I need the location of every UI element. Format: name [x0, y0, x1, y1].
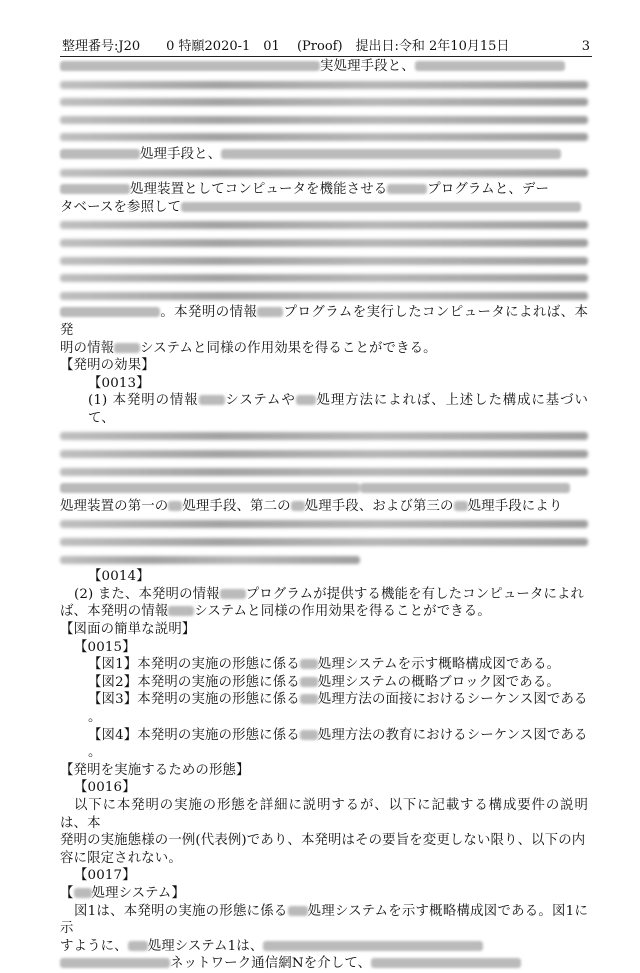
redacted-line	[60, 427, 588, 445]
figure-description-3: 【図3】本発明の実施の形態に係る 処理方法の面接におけるシーケンス図である	[88, 692, 588, 708]
section-heading-system: 【 処理システム】	[60, 885, 185, 901]
redacted-line	[60, 445, 588, 463]
document-body	[60, 58, 588, 973]
text-line: 処理装置の第一の 処理手段、第二の 処理手段、および第三の 処理手段により	[60, 498, 563, 514]
header-reference: 整理番号:J20 0 特願2020-1 01 (Proof) 提出日:令和 2年10月15日	[62, 39, 510, 54]
paragraph-number: 【0014】	[88, 569, 150, 585]
redacted-line	[60, 164, 588, 182]
text-line: ネットワーク通信網Nを介して、	[60, 955, 588, 973]
paragraph-number: 【0016】	[74, 780, 136, 796]
text-line: 以下に本発明の実施の形態を詳細に説明するが、以下に記載する構成要件の説明は、本	[60, 797, 588, 831]
section-heading-drawings: 【図面の簡単な説明】	[60, 622, 196, 637]
text-line	[60, 480, 588, 498]
text-line: (1) 本発明の情報 システムや 処理方法によれば、上述した構成に基づいて、	[88, 393, 588, 426]
text-line: 処理装置としてコンピュータを機能させる プログラムと、デー	[60, 181, 588, 199]
paragraph-number: 【0015】	[74, 639, 136, 655]
redacted-line	[60, 128, 588, 146]
text-line: 容に限定されない。	[60, 850, 182, 866]
text-line: 発明の実施態様の一例(代表例)であり、本発明はその要旨を変更しない限り、以下の内	[60, 833, 586, 849]
redacted-line	[60, 269, 588, 287]
redacted-line	[60, 463, 588, 481]
redacted-line	[60, 287, 588, 305]
header-rule	[60, 56, 592, 57]
text-line: ば、本発明の情報 システムと同様の作用効果を得ることができる。	[60, 604, 491, 620]
redacted-line	[60, 252, 588, 270]
text-line: すように、 処理システム1は、	[60, 938, 588, 956]
section-heading-effect: 【発明の効果】	[60, 358, 155, 374]
figure-description-4-tail: 。	[88, 745, 102, 761]
text-line: 。本発明の情報 プログラムを実行したコンピュータによれば、本発	[60, 305, 588, 338]
figure-description-4: 【図4】本発明の実施の形態に係る 処理方法の教育におけるシーケンス図である	[88, 727, 588, 743]
paragraph-number: 【0017】	[74, 868, 136, 884]
redacted-line	[60, 551, 588, 569]
redacted-line	[60, 234, 588, 252]
redacted-line	[60, 76, 588, 94]
text-line: 明の情報 システムと同様の作用効果を得ることができる。	[60, 340, 437, 356]
redacted-line	[60, 533, 588, 551]
text-line: タベースを参照して	[60, 199, 588, 217]
redacted-line	[60, 111, 588, 129]
text-line: 処理手段と、	[60, 146, 588, 164]
page-header	[62, 38, 590, 56]
redacted-line	[60, 515, 588, 533]
text-line: 実処理手段と、	[60, 58, 588, 76]
paragraph-number: 【0013】	[88, 375, 150, 391]
redacted-line	[60, 216, 588, 234]
text-line: (2) また、本発明の情報 プログラムが提供する機能を有したコンピュータによれ	[74, 586, 585, 602]
figure-description-3-tail: 。	[88, 709, 102, 725]
redacted-line	[60, 93, 588, 111]
text-line: 図1は、本発明の実施の形態に係る 処理システムを示す概略構成図である。図1に示	[60, 903, 589, 937]
figure-description-1: 【図1】本発明の実施の形態に係る 処理システムを示す概略構成図である。	[88, 657, 561, 673]
figure-description-2: 【図2】本発明の実施の形態に係る 処理システムの概略ブロック図である。	[88, 674, 560, 690]
page-number: 3	[581, 39, 590, 54]
section-heading-embodiment: 【発明を実施するための形態】	[60, 762, 250, 778]
